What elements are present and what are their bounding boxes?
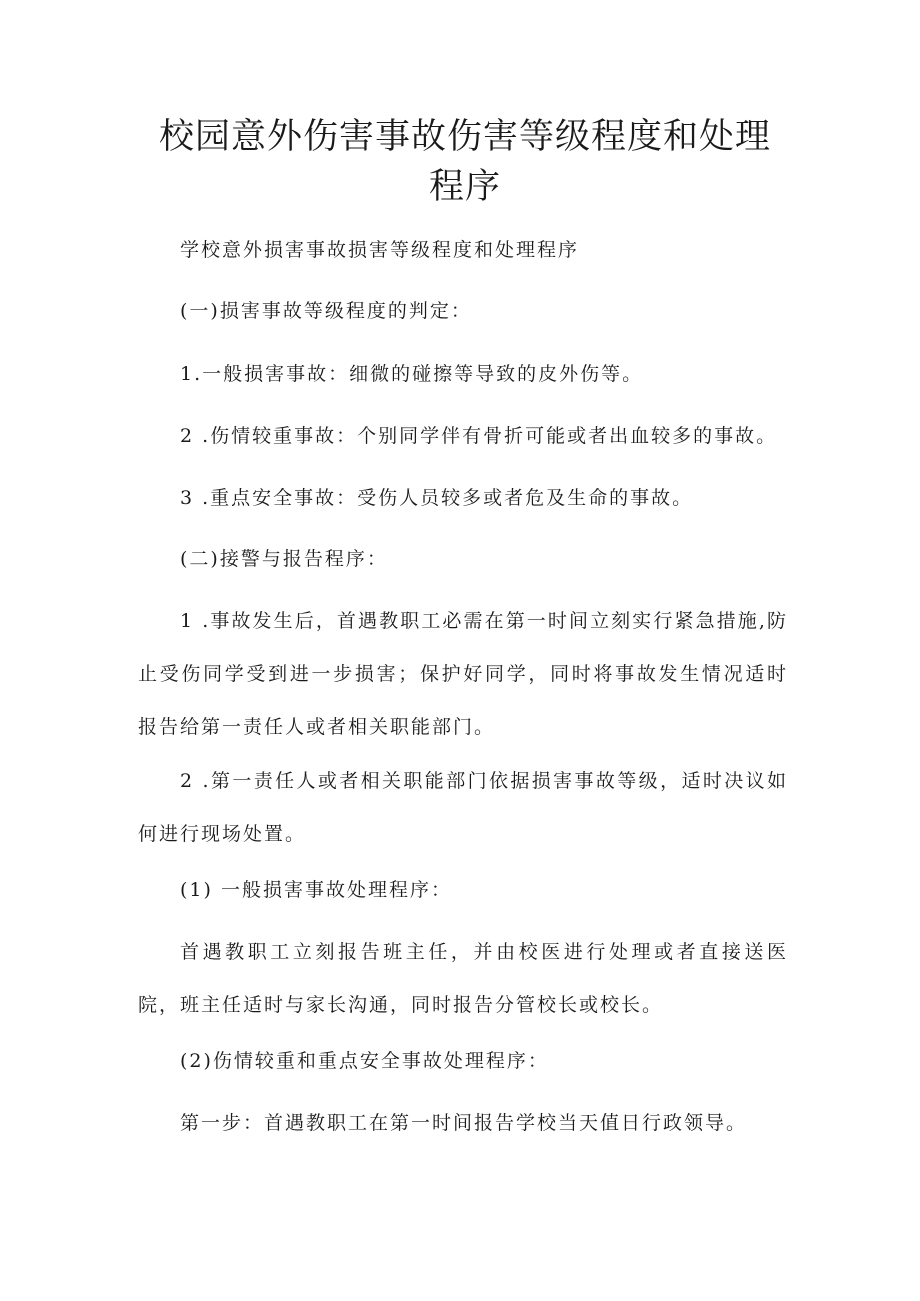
paragraph-section-two-heading: (二)接警与报告程序： [180, 548, 388, 570]
paragraph-section-one-heading: (一)损害事故等级程度的判定： [180, 300, 472, 322]
document-title: 校园意外伤害事故伤害等级程度和处理程序 [158, 117, 771, 207]
paragraph-subtitle: 学校意外损害事故损害等级程度和处理程序 [180, 239, 580, 261]
paragraph-general-procedure-body: 首遇教职工立刻报告班主任，并由校医进行处理或者直接送医院，班主任适时与家长沟通，同时报告分管校长或校长。 [138, 941, 788, 1016]
paragraph-level-serious: 2 .伤情较重事故：个别同学伴有骨折可能或者出血较多的事故。 [180, 425, 778, 447]
paragraph-report-step-2: 2 .第一责任人或者相关职能部门依据损害事故等级，适时决议如何进行现场处置。 [138, 770, 788, 845]
paragraph-general-procedure-heading: (1) 一般损害事故处理程序： [180, 879, 452, 901]
paragraph-report-step-1: 1 .事故发生后，首遇教职工必需在第一时间立刻实行紧急措施,防止受伤同学受到进一步损害；保护好同学，同时将事故发生情况适时报告给第一责任人或者相关职能部门。 [138, 610, 788, 738]
paragraph-serious-procedure-step-1: 第一步：首遇教职工在第一时间报告学校当天值日行政领导。 [180, 1112, 748, 1134]
paragraph-level-general: 1.一般损害事故：细微的碰擦等导致的皮外伤等。 [180, 363, 644, 385]
paragraph-level-major: 3 .重点安全事故：受伤人员较多或者危及生命的事故。 [180, 487, 694, 509]
paragraph-serious-procedure-heading: (2)伤情较重和重点安全事故处理程序： [180, 1050, 549, 1072]
